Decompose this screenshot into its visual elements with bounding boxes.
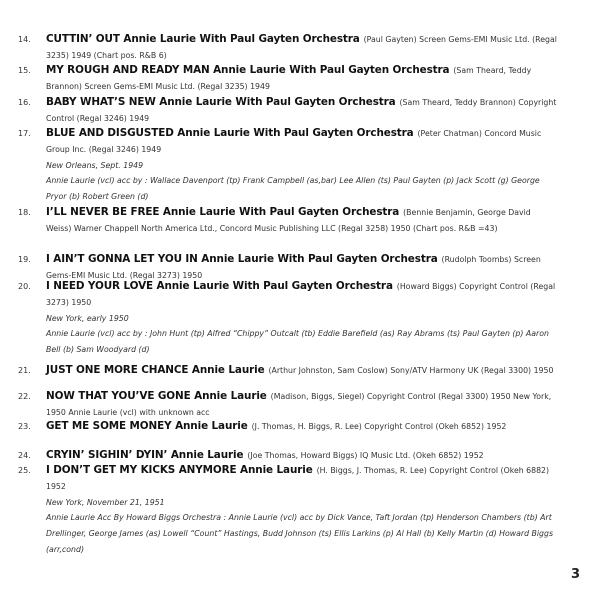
track-title: BLUE AND DISGUSTED Annie Laurie With Paul Gayten Orchestra [46,127,414,139]
track-number: 19. [18,255,31,264]
track-entry [18,126,558,205]
track-title: I AIN’T GONNA LET YOU IN Annie Laurie With Paul Gayten Orchestra [46,253,438,265]
track-body [46,463,558,558]
track-number: 22. [18,392,31,401]
track-title: MY ROUGH AND READY MAN Annie Laurie With Paul Gayten Orchestra [46,64,450,76]
track-credits: (Arthur Johnston, Sam Coslow) Sony/ATV Harmony UK (Regal 3300) 1950 [268,366,554,375]
track-credits: (Howard Biggs) Copyright Control (Regal 3273) 1950 [46,282,556,307]
track-credits: (Peter Chatman) Concord Music Group Inc. (Regal 3246) 1949 [46,129,542,154]
track-body [46,126,558,205]
track-number: 20. [18,282,31,291]
track-body [46,448,558,464]
track-title: CRYIN’ SIGHIN’ DYIN’ Annie Laurie [46,449,244,461]
track-number: 18. [18,208,31,217]
track-entry [18,419,558,435]
track-credits: (Paul Gayten) Screen Gems-EMI Music Ltd. (Regal 3235) 1949 (Chart pos. R&B 6) [46,35,557,60]
track-entry [18,63,558,95]
track-number: 21. [18,366,31,375]
track-entry [18,389,558,421]
track-entry [18,463,558,558]
track-title: BABY WHAT’S NEW Annie Laurie With Paul Gayten Orchestra [46,96,396,108]
personnel-details: Annie Laurie (vcl) acc by : Wallace Davenport (tp) Frank Campbell (as,bar) Lee Allen (ts) Paul Gayten (p) Jack Scott (g) George Pryor (b) Robert Green (d) [46,176,540,202]
track-credits: (Sam Theard, Teddy Brannon) Screen Gems-EMI Music Ltd. (Regal 3235) 1949 [46,66,532,91]
session-details: New York, early 1950 [46,313,129,323]
session-details: New York, November 21, 1951 [46,497,165,507]
track-title: CUTTIN’ OUT Annie Laurie With Paul Gayten Orchestra [46,33,360,45]
track-credits: (J. Thomas, H. Biggs, R. Lee) Copyright Control (Okeh 6852) 1952 [251,422,507,431]
track-body [46,363,558,379]
track-title: I DON’T GET MY KICKS ANYMORE Annie Laurie [46,464,313,476]
track-body [46,419,558,435]
session-details: New Orleans, Sept. 1949 [46,160,144,170]
track-entry [18,363,558,379]
track-body [46,279,558,358]
track-title: I’LL NEVER BE FREE Annie Laurie With Paul Gayten Orchestra [46,206,400,218]
track-credits: (H. Biggs, J. Thomas, R. Lee) Copyright Control (Okeh 6882) 1952 [46,466,550,491]
track-body [46,389,558,421]
track-number: 14. [18,35,31,44]
track-credits: (Bennie Benjamin, George David Weiss) Warner Chappell North America Ltd., Concord Music Publishing LLC (Regal 3258) 1950 (Chart pos. R&B =43) [46,208,531,233]
track-number: 25. [18,466,31,475]
track-body [46,205,558,237]
track-body [46,95,558,127]
track-number: 23. [18,422,31,431]
track-credits: (Rudolph Toombs) Screen Gems-EMI Music Ltd. (Regal 3273) 1950 [46,255,541,280]
track-title: NOW THAT YOU’VE GONE Annie Laurie [46,390,267,402]
track-entry [18,32,558,64]
track-number: 16. [18,98,31,107]
track-entry [18,448,558,464]
track-credits: (Madison, Biggs, Siegel) Copyright Control (Regal 3300) 1950 New York, 1950 Annie Laurie (vcl) with unknown acc [46,392,552,417]
track-number: 24. [18,451,31,460]
track-title: I NEED YOUR LOVE Annie Laurie With Paul Gayten Orchestra [46,280,393,292]
personnel-details: Annie Laurie (vcl) acc by : John Hunt (tp) Alfred “Chippy” Outcalt (tb) Eddie Barefield (as) Ray Abrams (ts) Paul Gayten (p) Aaron Bell (b) Sam Woodyard (d) [46,329,549,355]
page-number: 3 [570,567,580,582]
track-title: GET ME SOME MONEY Annie Laurie [46,420,248,432]
track-credits: (Joe Thomas, Howard Biggs) IQ Music Ltd. (Okeh 6852) 1952 [247,451,484,460]
track-number: 15. [18,66,31,75]
track-entry [18,95,558,127]
track-number: 17. [18,129,31,138]
track-body [46,32,558,64]
track-body [46,63,558,95]
track-entry [18,205,558,237]
track-title: JUST ONE MORE CHANCE Annie Laurie [46,364,265,376]
track-entry [18,279,558,358]
track-credits: (Sam Theard, Teddy Brannon) Copyright Control (Regal 3246) 1949 [46,98,557,123]
personnel-details: Annie Laurie Acc By Howard Biggs Orchestra : Annie Laurie (vcl) acc by Dick Vance, Taft Jordan (tp) Henderson Chambers (tb) Art Drellinger, George James (as) Lowell “Count” Hastings, Budd Johnson (ts) Ellis Larkins (p) Al Hall (b) Kelly Martin (d) Howard Biggs (arr,cond) [46,513,554,554]
